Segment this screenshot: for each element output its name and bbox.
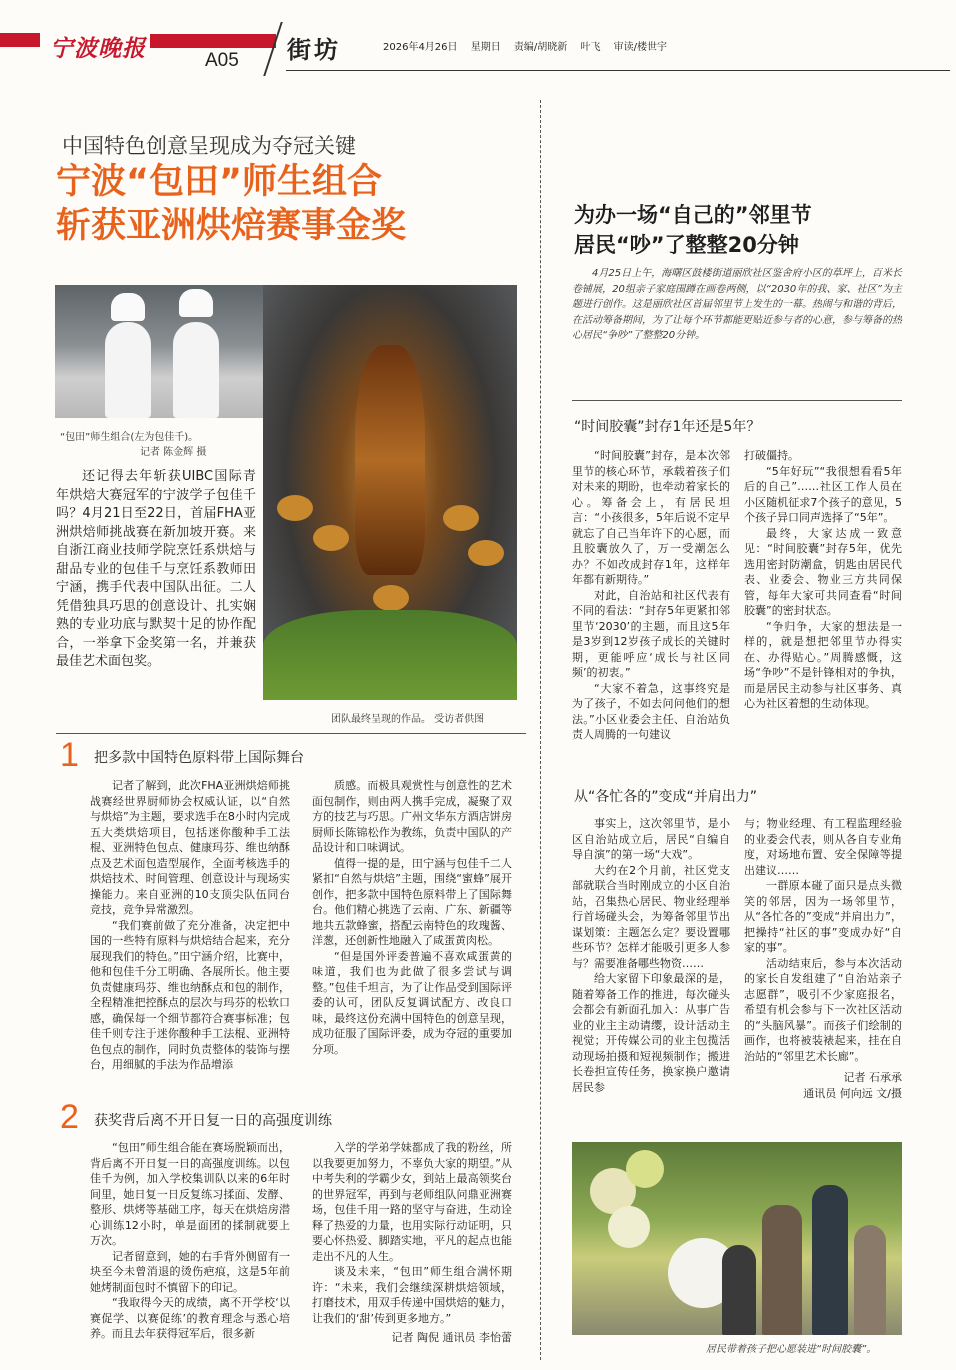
- moss-base: [263, 610, 517, 700]
- designer-credit: 叶飞: [580, 42, 601, 53]
- section1-number: 1: [60, 736, 79, 774]
- paragraph: 事实上，这次邻里节，是小区自治站成立后，居民“自编自导自演”的第一场“大戏”。: [572, 817, 730, 861]
- section-title: 街坊: [287, 36, 341, 64]
- section2-byline: 记者 陶倪 通讯员 李怡蕾: [391, 1331, 512, 1344]
- pastry: [313, 525, 349, 551]
- person-figure: [812, 1185, 848, 1335]
- newspaper-logo: 宁波晚报: [50, 35, 146, 62]
- masthead: [0, 0, 956, 112]
- chef-hat-left: [111, 293, 145, 321]
- section2-number: 2: [60, 1098, 79, 1136]
- right-lede-text: 4月25日上午，海曙区鼓楼街道丽欣社区鉴舍府小区的草坪上，百米长卷铺展，20组亲子家庭围蹲在画卷两侧，以“2030年的我、家、社区”为主题进行创作。这是丽欣社区首届邻里节上发生的一幕。热闹与和谐的背后，在活动筹备期间，为了让每个环节都能更贴近参与者的心意，参与筹备的热心居民“争吵”了整整20分钟。: [572, 268, 902, 341]
- right-sub2-col1: [572, 816, 730, 1095]
- paragraph: “大家不着急，这事终究是为了孩子，不如去问问他们的想法。”小区业委会主任、自治站负责人周腾的一句建议: [572, 681, 730, 741]
- masthead-rule: [286, 70, 950, 71]
- person-figure: [762, 1205, 802, 1335]
- photo3-caption: 居民带着孩子把心愿装进“时间胶囊”。: [706, 1344, 877, 1355]
- left-lede: [56, 468, 256, 672]
- masthead-slash: [263, 22, 283, 76]
- person-figure: [854, 1225, 886, 1335]
- paragraph: “但是国外评委普遍不喜欢咸蛋黄的味道，我们也为此做了很多尝试与调整。”包佳千坦言，为了让作品受到国际评委的认可，团队反复调试配方、改良口味，最终这份充满中国特色的创意呈现，成功征服了国际评委，成为夺冠的重要加分项。: [312, 949, 512, 1056]
- column-divider: [540, 100, 542, 1360]
- right-subhead-2: 从“各忙各的”变成“并肩出力”: [574, 789, 758, 805]
- balloon: [608, 1206, 650, 1248]
- pastry: [277, 495, 313, 521]
- paragraph: “我们赛前做了充分准备，决定把中国的一些特有原料与烘焙结合起来，充分展现我们的特色。”田宁涵介绍，比赛中，他和包佳千分工明确、各展所长。他主要负责健康玛芬、维也纳酥点和包的制作，全程精准把控酥点的层次与玛芬的松软口感，确保每一个细节都符合赛事标准；包佳千则专注于迷你酸种手工法棍、亚洲特色包点的制作，同时负责整体的装饰与摆台，用细腻的手法为作品增添: [90, 918, 290, 1071]
- right-lede-rule: [572, 400, 902, 401]
- right-lede: [572, 266, 902, 344]
- paragraph: “我取得今天的成绩，离不开学校‘以赛促学、以赛促练’的教育理念与悉心培养。而且去年获得冠军后，很多新: [90, 1296, 290, 1340]
- balloon: [626, 1150, 664, 1188]
- section2-col2: [312, 1140, 512, 1346]
- right-sub1-col1: [572, 448, 730, 743]
- person-figure: [722, 1245, 756, 1335]
- chef-hat-right: [179, 289, 213, 317]
- paragraph: 值得一提的是，田宁涵与包佳千二人紧扣“自然与烘焙”主题，围绕“蜜蜂”展开创作，把多款中国特色原料带上了国际舞台。他们精心挑选了云南、广东、新疆等地共五款蜂蜜，搭配云南特色的玫瑰酱、洋葱，还创新性地融入了咸蛋黄肉松。: [312, 856, 512, 947]
- left-lede-text: 还记得去年斩获UIBC国际青年烘焙大赛冠军的宁波学子包佳千吗？4月21日至22日，首届FHA亚洲烘焙师挑战赛在新加坡开赛。来自浙江商业技师学院烹饪系烘焙与甜品专业的包佳千与烹饪系教师田宁涵，携手代表中国队出征。二人凭借独具巧思的创意设计、扎实娴熟的专业功底与默契十足的协作配合，一举拿下金奖第一名，并兼获最佳艺术面包奖。: [56, 469, 256, 669]
- right-sub2-col2: [744, 816, 902, 1101]
- right-headline-line2: 居民“吵”了整整20分钟: [574, 233, 799, 257]
- paragraph: 大约在2个月前，社区党支部就联合当时刚成立的小区自治站，召集热心居民、物业经理举行首场碰头会，为筹备邻里节出谋划策：主题怎么定？要设置哪些环节？怎样才能吸引更多人参与？需要准备哪些物资……: [572, 863, 730, 970]
- masthead-red-bar-left: [0, 33, 40, 47]
- bakery-art-photo: [263, 285, 517, 700]
- paragraph: 谈及未来，“包田”师生组合满怀期许：“未来，我们会继续深耕烘焙领域，打磨技术，用双手传递中国烘焙的魅力，让我们的‘甜’传到更多地方。”: [312, 1265, 512, 1325]
- chef-figure-right: [173, 322, 219, 418]
- masthead-meta: [383, 38, 677, 53]
- paragraph: “时间胶囊”封存，是本次邻里节的核心环节，承载着孩子们对未来的期盼，也牵动着家长的心。筹备会上，有居民坦言：“小孩很多，5年后说不定早就忘了自己当年许下的心愿，而且胶囊放久了，万一受潮怎么办？不如改成封存1年，这样年年都有新期待。”: [572, 449, 730, 586]
- paragraph: 与；物业经理、有工程监理经验的业委会代表，则从各自专业角度，对场地布置、安全保障等提出建议……: [744, 817, 902, 877]
- paragraph: 入学的学弟学妹都成了我的粉丝，所以我要更加努力，不辜负大家的期望。”从中考失利的学霸少女，到站上最高领奖台的世界冠军，再到与老师组队问鼎亚洲赛场，包佳千用一路的坚守与奋进，生动诠释了热爱的力量，也用实际行动证明，只要心怀热爱、脚踏实地，平凡的起点也能走出不凡的人生。: [312, 1141, 512, 1263]
- section1-title: 把多款中国特色原料带上国际舞台: [94, 750, 304, 766]
- paragraph: 打破僵持。: [744, 449, 799, 462]
- pastry: [468, 540, 504, 566]
- paragraph: 对此，自治站和社区代表有不同的看法：“封存5年更紧扣邻里节‘2030’的主题，而且这5年是3岁到12岁孩子成长的关键时期，更能呼应‘成长与社区同频’的初衷。”: [572, 588, 730, 679]
- proofreader-credit: 审读/楼世宇: [613, 42, 668, 53]
- left-headline-line1: 宁波“包田”师生组合: [56, 162, 383, 202]
- pastry: [373, 585, 409, 611]
- page-number: A05: [205, 50, 239, 71]
- paragraph: “5年好玩”“我很想看看5年后的自己”……社区工作人员在小区随机征求7个孩子的意见，5个孩子异口同声选择了“5年”。: [744, 464, 902, 524]
- right-byline-1: 记者 石承承: [843, 1071, 902, 1084]
- photo2-caption: 团队最终呈现的作品。 受访者供图: [331, 714, 485, 725]
- bee-sculpture: [355, 345, 425, 575]
- masthead-spacer: [662, 33, 668, 47]
- issue-weekday: 星期日: [470, 42, 501, 53]
- section1-rule: [56, 733, 526, 734]
- right-headline-line1: 为办一场“自己的”邻里节: [574, 203, 812, 227]
- section2-title: 获奖背后离不开日复一日的高强度训练: [94, 1113, 332, 1129]
- photo1-credit: 记者 陈金辉 摄: [140, 447, 207, 458]
- editor-credit: 责编/胡晓新: [513, 42, 568, 53]
- pastry: [443, 505, 479, 531]
- paragraph: “争归争，大家的想法是一样的，就是想把邻里节办得实在、办得贴心。”周腾感慨，这场“争吵”不是针锋相对的争执，而是居民主动参与社区事务、真心为社区着想的生动体现。: [744, 619, 902, 710]
- right-headline: [574, 200, 812, 260]
- right-subhead-1: “时间胶囊”封存1年还是5年？: [574, 419, 761, 435]
- photo1-caption: “包田”师生组合(左为包佳千)。: [60, 432, 199, 443]
- paragraph: 质感。而极具观赏性与创意性的艺术面包制作，则由两人携手完成，凝聚了双方的技艺与巧思。广州文华东方酒店饼房厨师长陈锦松作为教练，负责中国队的产品设计和口味调试。: [312, 779, 512, 854]
- masthead-red-bar-mid: [150, 34, 276, 48]
- issue-date: 2026年4月26日: [383, 42, 458, 53]
- chef-figure-left: [105, 322, 151, 418]
- paragraph: 给大家留下印象最深的是，随着筹备工作的推进，每次碰头会都会有新面孔加入：从事广告业的业主主动请缨，设计活动主视觉；开传媒公司的业主包揽活动现场拍摄和短视频制作；搬进长卷担宣传任务，换家换户邀请居民参: [572, 972, 730, 1094]
- left-headline: [56, 160, 406, 248]
- paragraph: 活动结束后，参与本次活动的家长自发组建了“自治站亲子志愿群”，吸引不少家庭报名，希望有机会参与下一次社区活动的“头脑风暴”。而孩子们绘制的画作，也将被装裱起来，挂在自治站的“邻里艺术长廊”。: [744, 956, 902, 1063]
- section1-col1: [90, 778, 290, 1073]
- left-headline-line2: 斩获亚洲烘焙赛事金奖: [56, 206, 407, 246]
- chefs-photo: [55, 285, 263, 418]
- right-byline-2: 通讯员 何向远 文/摄: [803, 1086, 902, 1100]
- section2-col1: [90, 1140, 290, 1342]
- left-kicker: 中国特色创意呈现成为夺冠关键: [62, 134, 356, 158]
- right-sub1-col2: [744, 448, 902, 712]
- paragraph: 一群原本碰了面只是点头微笑的邻居，因为一场邻里节，从“各忙各的”变成“并肩出力”，把操持“社区的事”变成办好“自家的事”。: [744, 879, 902, 954]
- paragraph: “包田”师生组合能在赛场脱颖而出，背后离不开日复一日的高强度训练。以包佳千为例，加入学校集训队以来的6年时间里，她日复一日反复练习揉面、发酵、整形、烘烤等基础工序，每天在烘焙房潜心训练12小时，单是面团的揉制就要上万次。: [90, 1141, 290, 1247]
- paragraph: 最终，大家达成一致意见：“时间胶囊”封存5年，优先选用密封防潮盒，钥匙由居民代表、业委会、物业三方共同保管，每年大家可共同查看“时间胶囊”的密封状态。: [744, 526, 902, 617]
- section1-col2: [312, 778, 512, 1057]
- time-capsule-photo: [572, 1142, 902, 1335]
- paragraph: 记者了解到，此次FHA亚洲烘焙师挑战赛经世界厨师协会权威认证，以“自然与烘焙”为主题，要求选手在8小时内完成五大类烘焙项目，包括迷你酸种手工法棍、亚洲特色包点、健康玛芬、维也纳酥点及艺术面包造型展作，全面考核选手的烘焙技术、时间管理、创意设计与现场实操能力。来自亚洲的10支顶尖队伍同台竞技，竞争异常激烈。: [90, 779, 290, 916]
- paragraph: 记者留意到，她的右手背外侧留有一块至今未曾消退的烫伤疤痕，这是5年前她烤制面包时不慎留下的印记。: [90, 1249, 290, 1294]
